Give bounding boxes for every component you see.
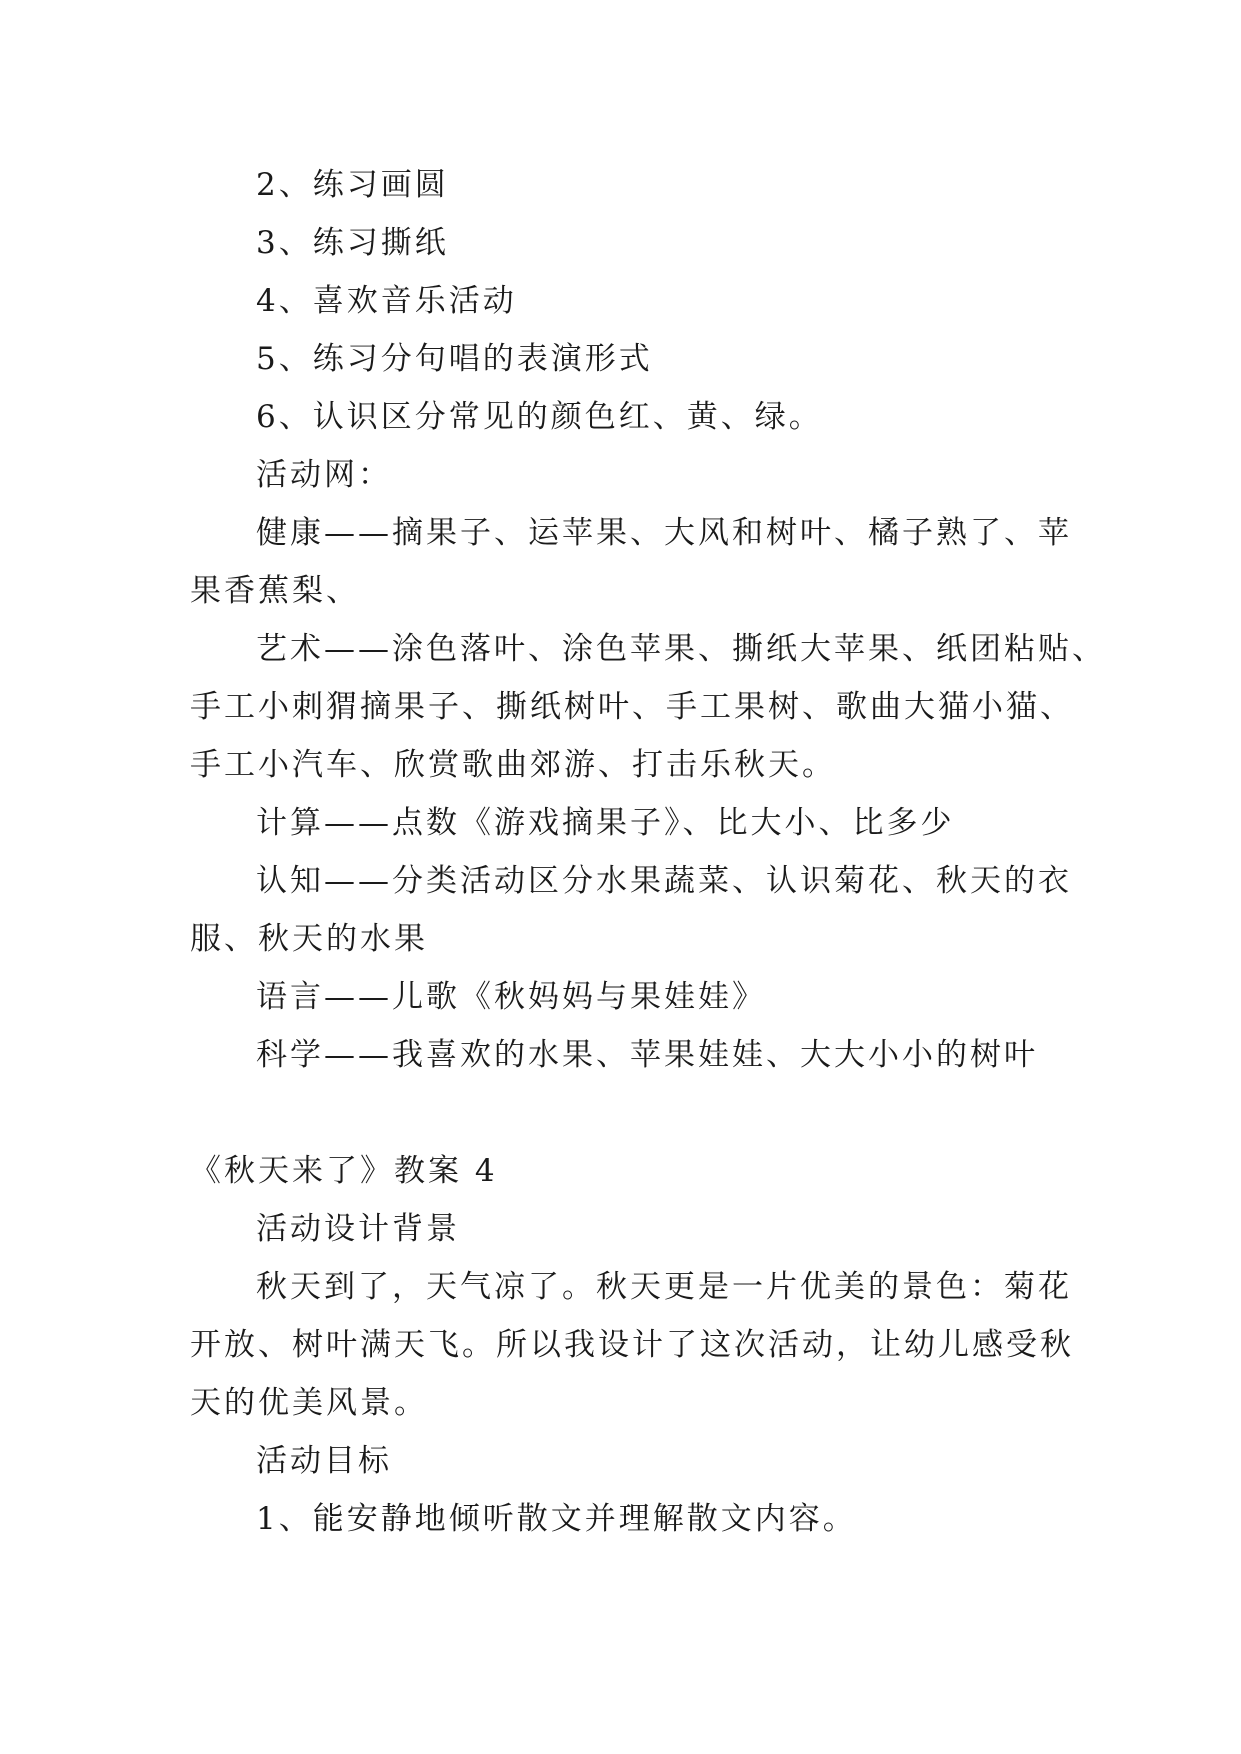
art-line-1: 艺术——涂色落叶、涂色苹果、撕纸大苹果、纸团粘贴、 (256, 631, 1106, 667)
activity-net-heading: 活动网： (256, 457, 392, 493)
cognition-line-1: 认知——分类活动区分水果蔬菜、认识菊花、秋天的衣 (256, 863, 1072, 899)
art-line-3: 手工小汽车、欣赏歌曲郊游、打击乐秋天。 (190, 747, 836, 783)
health-line-1: 健康——摘果子、运苹果、大风和树叶、橘子熟了、苹 (256, 515, 1072, 551)
list-item-5: 5、练习分句唱的表演形式 (256, 341, 653, 377)
list-item-3: 3、练习撕纸 (256, 225, 449, 261)
background-heading: 活动设计背景 (256, 1211, 460, 1247)
list-item-2: 2、练习画圆 (256, 167, 449, 203)
goals-heading: 活动目标 (256, 1443, 392, 1479)
cognition-line-2: 服、秋天的水果 (190, 921, 428, 957)
background-line-1: 秋天到了，天气凉了。秋天更是一片优美的景色：菊花 (256, 1269, 1072, 1305)
language-line: 语言——儿歌《秋妈妈与果娃娃》 (256, 979, 766, 1015)
lesson-title: 《秋天来了》教案 4 (190, 1153, 498, 1189)
science-line: 科学——我喜欢的水果、苹果娃娃、大大小小的树叶 (256, 1037, 1038, 1073)
art-line-2: 手工小刺猬摘果子、撕纸树叶、手工果树、歌曲大猫小猫、 (190, 689, 1074, 725)
goal-1: 1、能安静地倾听散文并理解散文内容。 (256, 1501, 857, 1537)
list-item-6: 6、认识区分常见的颜色红、黄、绿。 (256, 399, 823, 435)
health-line-2: 果香蕉梨、 (190, 573, 360, 609)
math-line: 计算——点数《游戏摘果子》、比大小、比多少 (256, 805, 955, 841)
background-line-3: 天的优美风景。 (190, 1385, 428, 1421)
background-line-2: 开放、树叶满天飞。所以我设计了这次活动，让幼儿感受秋 (190, 1327, 1074, 1363)
list-item-4: 4、喜欢音乐活动 (256, 283, 517, 319)
